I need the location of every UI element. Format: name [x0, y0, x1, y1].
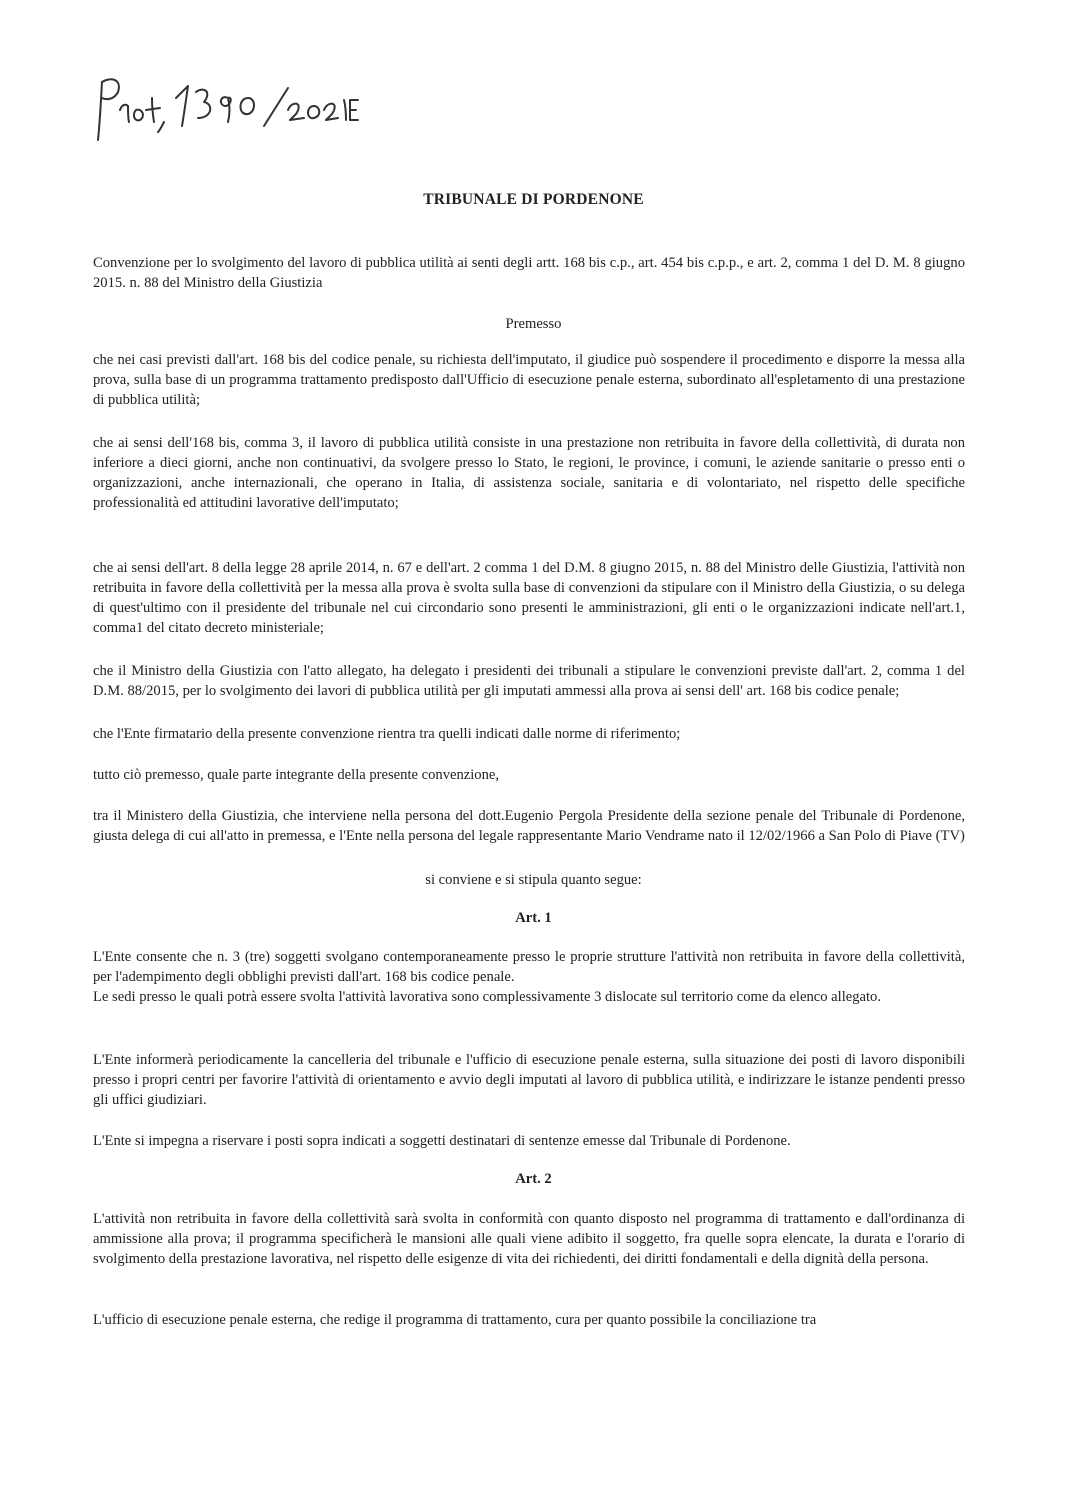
- intro-paragraph: Convenzione per lo svolgimento del lavoro di pubblica utilità ai senti degli artt. 168 bis c.p., art. 454 bis c.p.p., e art. 2, comma 1 del D. M. 8 giugno 2015. n. 88 del Ministro della Giustizia: [93, 255, 965, 291]
- premesso-paragraph-3: che ai sensi dell'art. 8 della legge 28 aprile 2014, n. 67 e dell'art. 2 comma 1 del D.M. 8 giugno 2015, n. 88 del Ministro delle Giustizia, l'attività non retribuita in favore della collettività per la messa alla prova è svolta sulla base di convenzioni da stipulare con il Ministro della Giustizia, o su delega di quest'ultimo con il presidente del tribunale nel cui circondario sono presenti le amministrazioni, gli enti o le organizzazioni indicate nell'art.1, comma1 del citato decreto ministeriale;: [93, 560, 965, 636]
- art1-paragraph-2: L'Ente informerà periodicamente la cancelleria del tribunale e l'ufficio di esecuzione penale esterna, sulla situazione dei posti di lavoro disponibili presso i propri centri per favorire l'attività di orientamento e avvio degli imputati al lavoro di pubblica utilità, e indirizzare le istanze pendenti presso gli uffici giudiziari.: [93, 1052, 965, 1108]
- premesso-paragraph-4: che il Ministro della Giustizia con l'atto allegato, ha delegato i presidenti dei tribunali a stipulare le convenzioni previste dall'art. 2, comma 1 del D.M. 88/2015, per lo svolgimento dei lavori di pubblica utilità per gli imputati ammessi alla prova ai sensi dell' art. 168 bis codice penale;: [93, 663, 965, 699]
- art1-paragraph-1: [93, 947, 965, 1007]
- art2-paragraph-2: L'ufficio di esecuzione penale esterna, che redige il programma di trattamento, cura per quanto possibile la conciliazione tra: [93, 1312, 817, 1328]
- document-title: TRIBUNALE DI PORDENONE: [423, 191, 644, 208]
- premesso-paragraph-1: che nei casi previsti dall'art. 168 bis del codice penale, su richiesta dell'imputato, il giudice può sospendere il procedimento e disporre la messa alla prova, sulla base di un programma trattamento predisposto dall'Ufficio di esecuzione penale esterna, subordinato all'espletamento di una prestazione di pubblica utilità;: [93, 352, 965, 408]
- premesso-paragraph-7: tra il Ministero della Giustizia, che interviene nella persona del dott.Eugenio Pergola Presidente della sezione penale del Tribunale di Pordenone, giusta delega di cui all'atto in premessa, e l'Ente nella persona del legale rappresentante Mario Vendrame nato il 12/02/1966 a San Polo di Piave (TV): [93, 808, 965, 844]
- stipula-line: si conviene e si stipula quanto segue:: [425, 872, 642, 888]
- art1-paragraph-1-sentence-1: L'Ente consente che n. 3 (tre) soggetti svolgano contemporaneamente presso le proprie strutture l'attività non retribuita in favore della collettività, per l'adempimento degli obblighi previsti dall'art. 168 bis codice penale.: [93, 949, 965, 985]
- handwriting-scribble-icon: [92, 70, 362, 150]
- art1-paragraph-1-sentence-2: Le sedi presso le quali potrà essere svolta l'attività lavorativa sono complessivamente 3 dislocate sul territorio come da elenco allegato.: [93, 989, 882, 1005]
- handwritten-protocol-note: [92, 70, 362, 150]
- premesso-heading: Premesso: [505, 316, 562, 332]
- art2-heading: Art. 2: [515, 1171, 552, 1187]
- art1-heading: Art. 1: [515, 910, 552, 926]
- premesso-paragraph-2: che ai sensi dell'168 bis, comma 3, il lavoro di pubblica utilità consiste in una prestazione non retribuita in favore della collettività, di durata non inferiore a dieci giorni, anche non continuativi, da svolgere presso lo Stato, le regioni, le province, i comuni, le aziende sanitarie o presso enti o organizzazioni, anche internazionali, che operano in Italia, di assistenza sociale, sanitaria e di volontariato, nel rispetto delle specifiche professionalità ed attitudini lavorative dell'imputato;: [93, 435, 965, 511]
- premesso-paragraph-6: tutto ciò premesso, quale parte integrante della presente convenzione,: [93, 767, 500, 783]
- premesso-paragraph-5: che l'Ente firmatario della presente convenzione rientra tra quelli indicati dalle norme di riferimento;: [93, 726, 681, 742]
- art1-paragraph-3: L'Ente si impegna a riservare i posti sopra indicati a soggetti destinatari di sentenze emesse dal Tribunale di Pordenone.: [93, 1133, 791, 1149]
- art2-paragraph-1: L'attività non retribuita in favore della collettività sarà svolta in conformità con quanto disposto nel programma di trattamento e dall'ordinanza di ammissione alla prova; il programma specificherà le mansioni alle quali viene adibito il soggetto, fra quelle sopra elencate, la durata e l'orario di svolgimento della prestazione lavorativa, nel rispetto delle esigenze di vita dei richiedenti, dei diritti fondamentali e della dignità della persona.: [93, 1211, 965, 1267]
